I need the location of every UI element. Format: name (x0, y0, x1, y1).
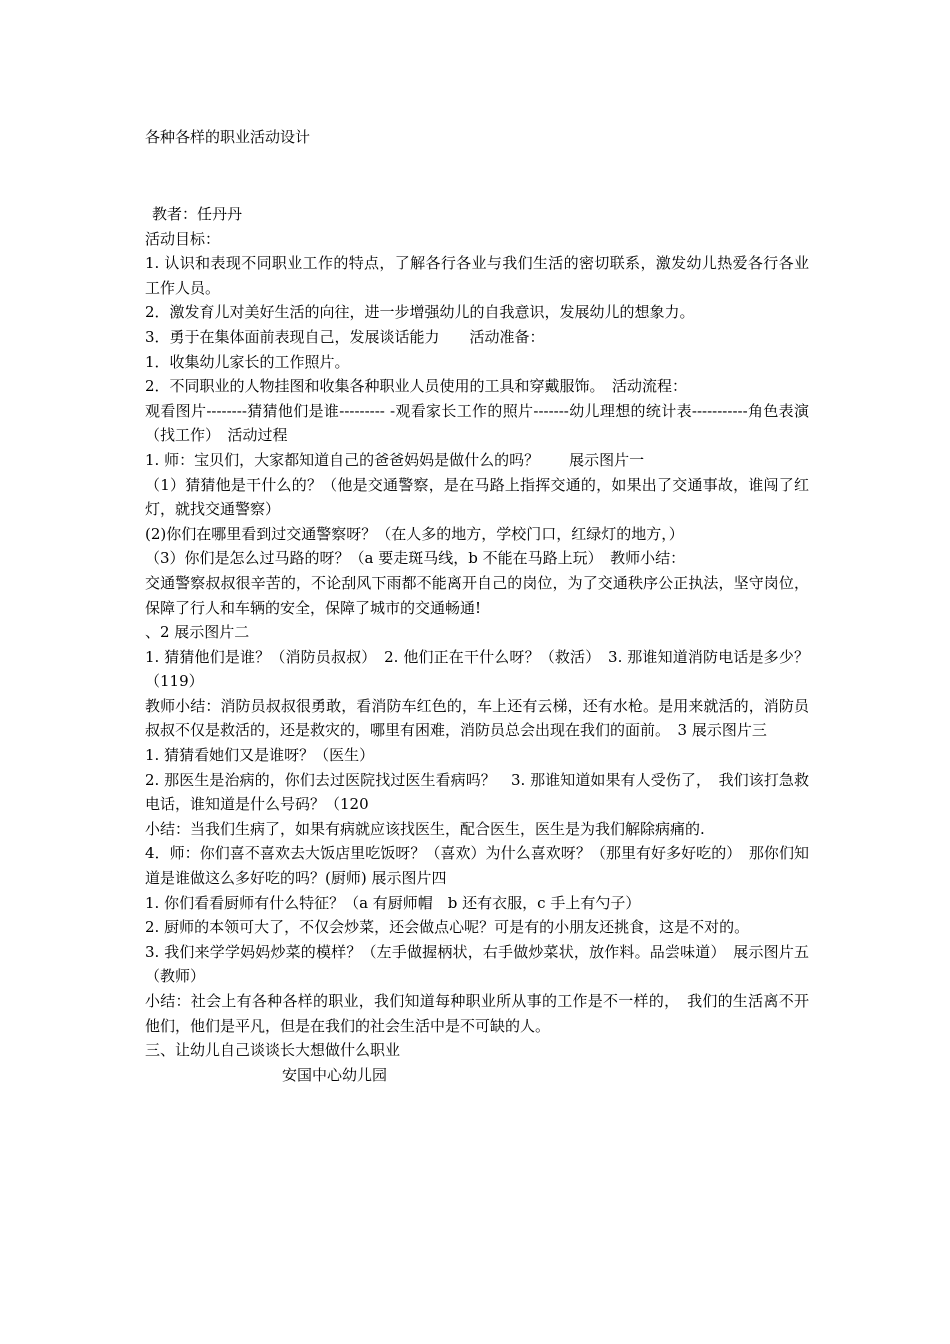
activity-flow: 观看图片--------猜猜他们是谁--------- -观看家长工作的照片-------幼儿理想的统计表-----------角色表演（找工作） 活动过程 (145, 401, 809, 445)
goal-3-and-prep-heading: 3．勇于在集体面前表现自己，发展谈话能力 活动准备： (145, 327, 545, 346)
chef-intro: 4．师：你们喜不喜欢去大饭店里吃饭呀？（喜欢）为什么喜欢呀？（那里有好多好吃的） 那你们知道是谁做这么多好吃的吗？(厨师) 展示图片四 (145, 844, 809, 888)
final-summary: 小结：社会上有各种各样的职业，我们知道每种职业所从事的工作是不一样的， 我们的生活离不开他们，他们是平凡，但是在我们的社会生活中是不可缺的人。 (145, 992, 809, 1035)
document-body (145, 202, 809, 1087)
prep-1: 1．收集幼儿家长的工作照片。 (145, 352, 350, 371)
document-title: 各种各样的职业活动设计 (145, 128, 311, 146)
police-question-1: （1）猜猜他是干什么的？（他是交通警察，是在马路上指挥交通的，如果出了交通事故，谁闯了红灯，就找交通警察） (145, 475, 809, 519)
goals-heading: 活动目标： (145, 229, 221, 248)
picture-2-heading: 、2 展示图片二 (145, 623, 250, 642)
prep-2-and-flow-heading: 2．不同职业的人物挂图和收集各种职业人员使用的工具和穿戴服饰。 活动流程： (145, 377, 688, 396)
section-3: 三、让幼儿自己谈谈长大想做什么职业 (145, 1041, 401, 1060)
doctor-question-1: 1. 猜猜看她们又是谁呀？（医生） (145, 746, 375, 765)
doctor-summary: 小结：当我们生病了，如果有病就应该找医生，配合医生，医生是为我们解除病痛的. (145, 819, 705, 838)
firefighter-summary: 教师小结：消防员叔叔很勇敢，看消防车红色的，车上还有云梯，还有水枪。是用来就活的，消防员叔叔不仅是救活的，还是救灾的，哪里有困难，消防员总会出现在我们的面前。 3 展示图片三 (145, 696, 809, 740)
goal-1: 1. 认识和表现不同职业工作的特点，了解各行各业与我们生活的密切联系，激发幼儿热爱各行各业工作人员。 (145, 254, 809, 297)
process-step-1: 1. 师：宝贝们，大家都知道自己的爸爸妈妈是做什么的吗？ 展示图片一 (145, 450, 645, 469)
police-question-2: (2)你们在哪里看到过交通警察呀？（在人多的地方，学校门口，红绿灯的地方，） (145, 524, 684, 543)
kindergarten-name: 安国中心幼儿园 (282, 1065, 388, 1084)
chef-question-3: 3. 我们来学学妈妈炒菜的模样？（左手做握柄状，右手做炒菜状，放作料。品尝味道） 展示图片五（教师） (145, 942, 809, 986)
chef-question-2: 2. 厨师的本领可大了，不仅会炒菜，还会做点心呢？可是有的小朋友还挑食，这是不对的。 (145, 918, 750, 937)
police-question-3: （3）你们是怎么过马路的呀？（a 要走斑马线，b 不能在马路上玩） 教师小结： (145, 549, 686, 568)
police-summary: 交通警察叔叔很辛苦的，不论刮风下雨都不能离开自己的岗位，为了交通秩序公正执法，坚守岗位，保障了行人和车辆的安全，保障了城市的交通畅通! (145, 573, 809, 617)
chef-question-1: 1. 你们看看厨师有什么特征？（a 有厨师帽 b 还有衣服，c 手上有勺子） (145, 893, 641, 912)
doctor-question-2: 2. 那医生是治病的，你们去过医院找过医生看病吗？ 3. 那谁知道如果有人受伤了， 我们该打急救电话，谁知道是什么号码？（120 (145, 770, 809, 814)
firefighter-questions: 1. 猜猜他们是谁？（消防员叔叔） 2. 他们正在干什么呀？（救活） 3. 那谁知道消防电话是多少？（119） (145, 647, 809, 691)
teacher-line: 教者：任丹丹 (152, 205, 243, 223)
goal-2: 2．激发育儿对美好生活的向往，进一步增强幼儿的自我意识，发展幼儿的想象力。 (145, 303, 695, 322)
